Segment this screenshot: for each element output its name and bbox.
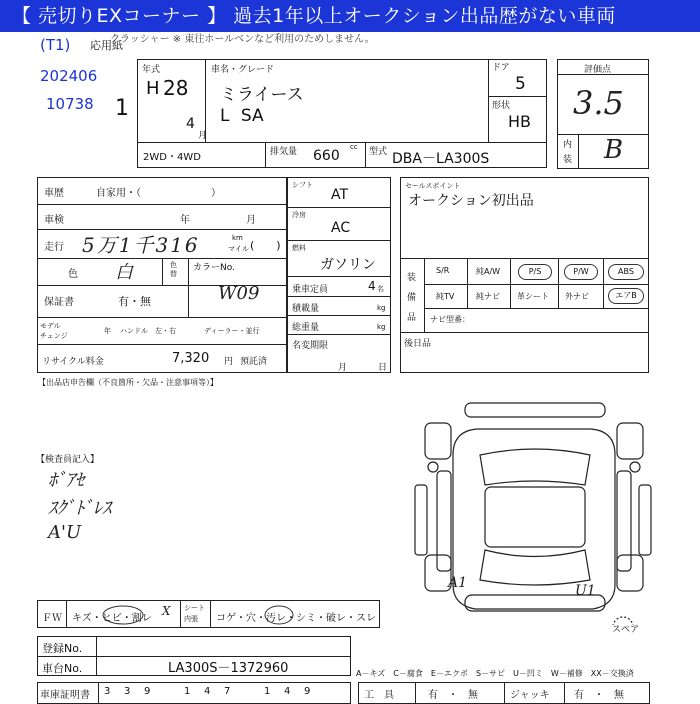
jack-label: ジャッキ [510, 690, 550, 701]
color-code-value: W09 [218, 283, 260, 304]
damage-mark-left: A1 [448, 575, 468, 591]
fw-items: キズ・ヒビ・割レ [72, 613, 152, 624]
load-label: 積載量 [292, 304, 320, 314]
spare-label: スペア [612, 625, 640, 635]
capacity-unit: 名 [377, 285, 384, 293]
fw-label: ＦＷ [42, 613, 62, 624]
tag-label: (T1) [40, 36, 71, 54]
damage-legend: A－キズ C－腐食 E－エクボ S－サビ U－凹ミ W－補修 XX－交換済 [356, 669, 634, 678]
tools-value: 有 ・ 無 [428, 690, 478, 701]
shift-value: AT [331, 187, 349, 203]
name-change-day: 日 [378, 363, 388, 373]
weight-label: 総重量 [292, 323, 320, 333]
recycle-unit: 円 [224, 357, 234, 367]
equip-alloy-wheels: 純A/W [476, 267, 501, 276]
name-change-month: 月 [338, 363, 348, 373]
capacity-label: 乗車定員 [292, 285, 329, 295]
damage-mark-right: U1 [575, 583, 596, 599]
cert-d7: 1 [264, 686, 271, 697]
mileage-label: 走行 [44, 242, 64, 253]
fuel-value: ガソリン [320, 257, 376, 273]
circle-mark [100, 603, 146, 627]
model-label: 車名・グレード [211, 65, 275, 75]
inspector-note-3: A'U [48, 522, 82, 543]
cert-d9: 9 [304, 686, 311, 697]
capacity-value: 4 [368, 279, 376, 293]
equip-power-windows: P/W [564, 264, 598, 280]
warranty-label: 保証書 [44, 297, 74, 308]
cert-d1: 3 [104, 686, 111, 697]
cert-d8: 4 [284, 686, 291, 697]
color-label: 色 [68, 269, 78, 280]
inspection-month: 月 [246, 215, 256, 226]
fw-mark: X [162, 604, 171, 618]
drive-type: 2WD・4WD [143, 152, 201, 163]
form-name: 応用紙 [90, 39, 123, 52]
auction-banner: 【 売切りEXコーナー 】 過去1年以上オークション出品歴がない車両 [0, 0, 700, 32]
color-code-label: カラーNo. [193, 263, 235, 273]
displacement-label: 排気量 [270, 147, 298, 157]
cert-d6: 7 [224, 686, 231, 697]
doors-value: 5 [515, 74, 526, 94]
model-grade: L SA [220, 106, 264, 126]
history-label: 車歴 [44, 188, 64, 199]
mileage-paren: ( ) [250, 239, 281, 252]
history-value: 自家用・（ ） [96, 188, 221, 199]
model-change-label-1: モデル [40, 322, 61, 330]
equip-airbag: エアB [608, 288, 644, 304]
equip-power-steering: P/S [518, 264, 552, 280]
seat-items: コゲ・穴・汚レ・シミ・破レ・スレ [216, 613, 376, 624]
year-month: 4 [186, 116, 195, 132]
doors-label: ドア [492, 63, 510, 73]
seat-label-1: シート [184, 604, 205, 612]
equip-sunroof: S/R [436, 266, 450, 275]
color-change-label: 色替 [170, 261, 177, 278]
recycle-status: 預託済 [240, 357, 268, 367]
model-code-value: DBA－LA300S [392, 151, 490, 167]
mileage-unit-mile: マイル [228, 245, 249, 253]
recycle-value: 7,320 [172, 351, 210, 366]
model-code-label: 型式 [369, 147, 388, 157]
equip-ext-navi: 外ナビ [565, 292, 589, 301]
rear-notes-label: 後日品 [404, 339, 432, 349]
equipment-label-1: 装 [407, 273, 417, 283]
score-label: 評価点 [584, 65, 612, 75]
cooler-value: AC [331, 220, 351, 236]
year-era: H [146, 78, 160, 99]
score-value: 3.5 [573, 84, 624, 122]
equipment-label-3: 品 [407, 313, 417, 323]
year-month-unit: 月 [198, 131, 208, 141]
model-change-label-2: チェンジ [40, 332, 68, 340]
equip-leather: 革シート [517, 292, 549, 301]
dealer-type: ディーラー・並行 [204, 327, 260, 335]
displacement-unit: cc [350, 143, 358, 151]
year-value: 28 [163, 76, 189, 100]
chassis-value: LA300S－1372960 [168, 661, 289, 676]
cert-label: 車庫証明書 [40, 690, 90, 701]
tools-label: 工 具 [364, 690, 394, 701]
jack-value: 有 ・ 無 [574, 690, 624, 701]
fuel-label: 燃料 [292, 244, 306, 252]
model-name: ミライース [220, 85, 304, 105]
cert-d5: 4 [204, 686, 211, 697]
name-change-label: 名変期限 [292, 341, 329, 351]
inspector-note-2: ｽｸﾞﾄﾞﾚｽ [48, 498, 111, 519]
warranty-value: 有・無 [118, 295, 151, 308]
navi-model-label: ナビ型番： [430, 315, 470, 324]
header-fragment: クラッシャー ※ 東往ホールベンなど利用のためしません。 [110, 34, 375, 45]
shape-value: HB [508, 112, 532, 131]
mileage-value: 5万1千316 [82, 233, 200, 257]
cert-d2: 3 [124, 686, 131, 697]
load-unit: kg [377, 304, 386, 312]
shift-label: シフト [292, 181, 313, 189]
lot-id-line2: 10738 [46, 95, 94, 113]
registration-label: 登録No. [42, 642, 83, 655]
inspector-label: 【検査員記入】 [36, 455, 100, 465]
interior-label-1: 内 [563, 140, 573, 150]
mileage-unit-km: km [232, 234, 243, 242]
sales-point-value: オークション初出品 [408, 193, 534, 209]
recycle-label: リサイクル料金 [42, 357, 104, 367]
model-change-year: 年 [104, 327, 111, 335]
year-label: 年式 [142, 65, 161, 75]
color-value: 白 [115, 262, 133, 283]
seat-label-2: 内張 [184, 615, 198, 623]
handle-side: ハンドル 左・右 [120, 327, 176, 335]
cert-d4: 1 [184, 686, 191, 697]
weight-unit: kg [377, 323, 386, 331]
cert-d3: 9 [144, 686, 151, 697]
lot-id-line1: 202406 [40, 67, 98, 85]
lot-digit: 1 [115, 96, 129, 121]
equipment-label-2: 備 [407, 293, 417, 303]
equip-navi: 純ナビ [476, 292, 500, 301]
inspector-note-1: ﾎﾞｱｾ [48, 470, 84, 491]
inspection-year: 年 [180, 215, 190, 226]
circle-mark-2 [262, 603, 296, 627]
displacement-value: 660 [313, 148, 340, 164]
chassis-label: 車台No. [42, 662, 83, 675]
equip-tv: 純TV [436, 292, 455, 301]
interior-value: B [604, 135, 624, 165]
seller-notes-label: 【出品店申告欄（不良箇所・欠品・注意事項等）】 [38, 378, 218, 387]
car-damage-diagram [405, 395, 660, 625]
sales-point-label: セールスポイント [405, 182, 461, 190]
cooler-label: 冷房 [292, 211, 306, 219]
equip-abs: ABS [608, 264, 644, 280]
inspection-label: 車検 [44, 215, 64, 226]
interior-label-2: 装 [563, 155, 573, 165]
shape-label: 形状 [492, 101, 511, 111]
